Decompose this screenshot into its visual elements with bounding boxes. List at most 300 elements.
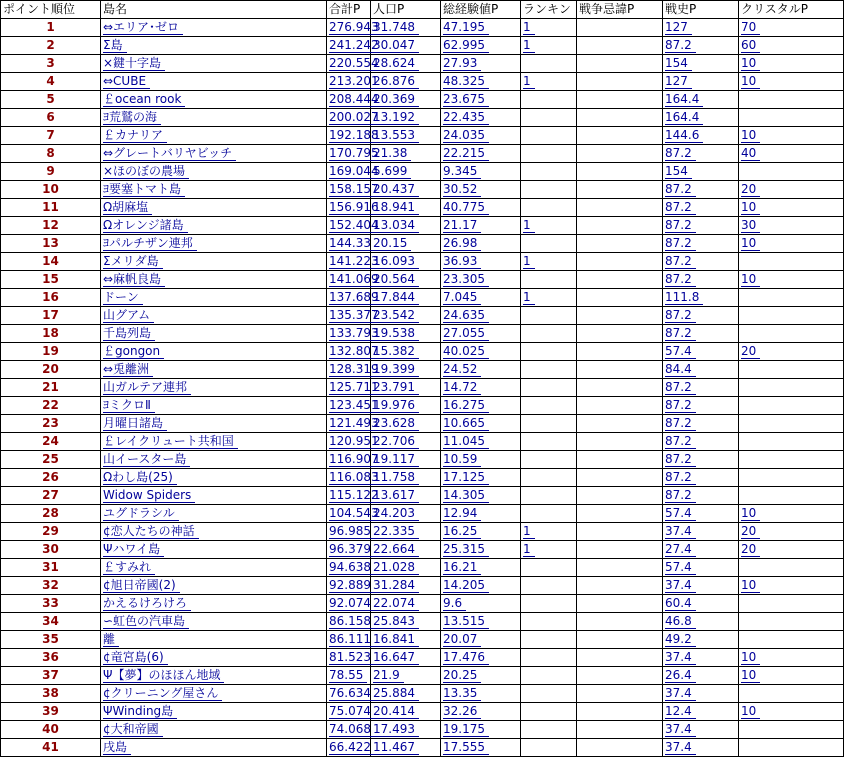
cell-island-name[interactable] [101,523,327,541]
cell-population[interactable] [371,577,441,595]
cell-link[interactable]: 154 [665,56,692,71]
cell-total[interactable] [327,181,379,199]
cell-link[interactable]: 121.493 [329,416,383,431]
cell-experience[interactable] [441,559,521,577]
cell-link[interactable]: 87.2 [665,326,696,341]
cell-war-history[interactable] [663,505,739,523]
cell-experience[interactable] [441,235,521,253]
cell-link[interactable]: 158.157 [329,182,383,197]
cell-link[interactable]: 山グアム [103,308,154,323]
cell-link[interactable]: 81.523 [329,650,375,665]
cell-link[interactable]: 87.2 [665,218,696,233]
cell-link[interactable]: Σ島 [103,38,127,53]
cell-ranking[interactable] [521,73,577,91]
cell-war-history[interactable] [663,91,739,109]
cell-link[interactable]: 127 [665,74,692,89]
cell-island-name[interactable] [101,91,327,109]
cell-population[interactable] [371,739,441,757]
cell-link[interactable]: 26.876 [373,74,419,89]
cell-link[interactable]: 87.2 [665,380,696,395]
cell-war-history[interactable] [663,55,739,73]
cell-experience[interactable] [441,109,521,127]
cell-population[interactable] [371,415,441,433]
cell-total[interactable] [327,505,379,523]
cell-population[interactable] [371,667,441,685]
cell-island-name[interactable] [101,631,327,649]
cell-link[interactable]: 5.699 [373,164,411,179]
cell-link[interactable]: 128.319 [329,362,383,377]
cell-link[interactable]: Ωオレンジ諸島 [103,218,188,233]
cell-link[interactable]: 17.493 [373,722,419,737]
cell-war-history[interactable] [663,433,739,451]
cell-link[interactable]: 36.93 [443,254,481,269]
cell-link[interactable]: 32.26 [443,704,481,719]
cell-link[interactable]: 164.4 [665,110,703,125]
cell-ranking[interactable] [521,19,577,37]
cell-experience[interactable] [441,307,521,325]
cell-link[interactable]: 19.117 [373,452,419,467]
cell-link[interactable]: 31.284 [373,578,419,593]
cell-link[interactable]: 96.985 [329,524,375,539]
cell-war-history[interactable] [663,379,739,397]
cell-link[interactable]: 11.758 [373,470,419,485]
cell-population[interactable] [371,397,441,415]
cell-link[interactable]: 23.628 [373,416,419,431]
cell-link[interactable]: 10 [741,650,760,665]
cell-island-name[interactable] [101,739,327,757]
cell-war-history[interactable] [663,523,739,541]
cell-link[interactable]: Widow Spiders [103,488,195,503]
cell-experience[interactable] [441,703,521,721]
cell-total[interactable] [327,235,371,253]
cell-link[interactable]: 14.205 [443,578,489,593]
cell-war-history[interactable] [663,325,739,343]
cell-link[interactable]: 16.647 [373,650,419,665]
cell-link[interactable]: 154 [665,164,692,179]
cell-war-history[interactable] [663,217,739,235]
cell-experience[interactable] [441,667,521,685]
cell-total[interactable] [327,91,379,109]
cell-link[interactable]: 213.201 [329,74,383,89]
cell-island-name[interactable] [101,73,327,91]
cell-war-history[interactable] [663,577,739,595]
cell-experience[interactable] [441,37,521,55]
cell-link[interactable]: 28.624 [373,56,419,71]
cell-link[interactable]: 87.2 [665,38,696,53]
cell-link[interactable]: ⇔麻帆良島 [103,272,165,287]
cell-population[interactable] [371,541,441,559]
cell-link[interactable]: 24.203 [373,506,419,521]
cell-link[interactable]: 27.055 [443,326,489,341]
cell-island-name[interactable] [101,559,327,577]
cell-link[interactable]: 13.553 [373,128,419,143]
cell-link[interactable]: 22.706 [373,434,419,449]
cell-ranking[interactable] [521,217,577,235]
cell-population[interactable] [371,487,441,505]
cell-link[interactable]: 10 [741,704,760,719]
cell-crystal[interactable] [739,55,844,73]
cell-link[interactable]: 17.125 [443,470,489,485]
cell-experience[interactable] [441,577,521,595]
cell-war-history[interactable] [663,289,739,307]
cell-link[interactable]: 127 [665,20,692,35]
cell-war-history[interactable] [663,613,739,631]
cell-link[interactable]: 9.6 [443,596,466,611]
cell-experience[interactable] [441,217,521,235]
cell-link[interactable]: 87.2 [665,308,696,323]
cell-link[interactable]: 千島列島 [103,326,155,341]
cell-war-history[interactable] [663,595,739,613]
cell-total[interactable] [327,739,371,757]
cell-link[interactable]: 37.4 [665,722,696,737]
cell-link[interactable]: 9.345 [443,164,481,179]
cell-experience[interactable] [441,325,521,343]
cell-war-history[interactable] [663,397,739,415]
cell-link[interactable]: 23.542 [373,308,419,323]
cell-total[interactable] [327,55,379,73]
cell-link[interactable]: 30.047 [373,38,419,53]
cell-island-name[interactable] [101,127,327,145]
cell-link[interactable]: 87.2 [665,146,696,161]
cell-war-history[interactable] [663,343,739,361]
cell-link[interactable]: 26.4 [665,668,696,683]
cell-link[interactable]: 141.069 [329,272,383,287]
cell-link[interactable]: 170.795 [329,146,383,161]
cell-total[interactable] [327,721,371,739]
cell-war-history[interactable] [663,109,739,127]
cell-experience[interactable] [441,739,521,757]
cell-population[interactable] [371,433,441,451]
cell-link[interactable]: 18.941 [373,200,419,215]
cell-total[interactable] [327,487,379,505]
cell-crystal[interactable] [739,235,844,253]
cell-link[interactable]: 13.515 [443,614,489,629]
cell-link[interactable]: 78.55 [329,668,367,683]
cell-total[interactable] [327,523,371,541]
cell-ranking[interactable] [521,523,577,541]
cell-link[interactable]: 144.33 [329,236,375,251]
cell-link[interactable]: 40.775 [443,200,489,215]
cell-island-name[interactable] [101,703,327,721]
cell-war-history[interactable] [663,469,739,487]
cell-link[interactable]: 24.635 [443,308,489,323]
cell-total[interactable] [327,649,371,667]
cell-link[interactable]: 23.791 [373,380,419,395]
cell-link[interactable]: 1 [523,74,535,89]
cell-island-name[interactable] [101,487,327,505]
cell-crystal[interactable] [739,181,844,199]
cell-experience[interactable] [441,91,521,109]
cell-link[interactable]: Σメリダ島 [103,254,163,269]
cell-war-history[interactable] [663,127,739,145]
cell-war-history[interactable] [663,559,739,577]
cell-link[interactable]: 125.711 [329,380,383,395]
cell-total[interactable] [327,37,379,55]
cell-total[interactable] [327,631,371,649]
cell-link[interactable]: 62.995 [443,38,489,53]
cell-link[interactable]: 57.4 [665,560,696,575]
cell-link[interactable]: 10 [741,668,760,683]
cell-link[interactable]: 20.07 [443,632,481,647]
cell-link[interactable]: ⇔グレートバリヤビッチ [103,146,236,161]
cell-link[interactable]: 40.025 [443,344,489,359]
cell-population[interactable] [371,325,441,343]
cell-link[interactable]: 87.2 [665,236,696,251]
cell-link[interactable]: ¢旭日帝國(2) [103,578,180,593]
cell-link[interactable]: 70 [741,20,760,35]
cell-link[interactable]: 1 [523,290,535,305]
cell-population[interactable] [371,307,441,325]
cell-war-history[interactable] [663,235,739,253]
cell-link[interactable]: 46.8 [665,614,696,629]
cell-link[interactable]: 133.793 [329,326,383,341]
cell-total[interactable] [327,685,371,703]
cell-link[interactable]: ￡ocean rook [103,92,185,107]
cell-link[interactable]: ﾖパルチザン連邦 [103,236,197,251]
cell-population[interactable] [371,361,441,379]
cell-link[interactable]: 37.4 [665,578,696,593]
cell-island-name[interactable] [101,37,327,55]
cell-crystal[interactable] [739,271,844,289]
cell-link[interactable]: 141.223 [329,254,383,269]
cell-link[interactable]: 76.634 [329,686,375,701]
cell-ranking[interactable] [521,253,577,271]
cell-population[interactable] [371,253,441,271]
cell-link[interactable]: 30.52 [443,182,481,197]
cell-link[interactable]: 22.664 [373,542,419,557]
cell-total[interactable] [327,163,379,181]
cell-total[interactable] [327,325,379,343]
cell-total[interactable] [327,667,371,685]
cell-link[interactable]: 37.4 [665,740,696,755]
cell-population[interactable] [371,703,441,721]
cell-link[interactable]: 104.543 [329,506,383,521]
cell-island-name[interactable] [101,667,327,685]
cell-link[interactable]: 96.379 [329,542,375,557]
cell-experience[interactable] [441,451,521,469]
cell-link[interactable]: 87.2 [665,488,696,503]
cell-experience[interactable] [441,253,521,271]
cell-population[interactable] [371,631,441,649]
cell-experience[interactable] [441,379,521,397]
cell-link[interactable]: 74.068 [329,722,375,737]
cell-link[interactable]: 24.035 [443,128,489,143]
cell-population[interactable] [371,613,441,631]
cell-island-name[interactable] [101,19,327,37]
cell-link[interactable]: 1 [523,38,535,53]
cell-link[interactable]: ﾖミクロⅡ [103,398,155,413]
cell-island-name[interactable] [101,235,327,253]
cell-war-history[interactable] [663,163,739,181]
cell-war-history[interactable] [663,487,739,505]
cell-link[interactable]: ￡すみれ [103,560,155,575]
cell-link[interactable]: 123.451 [329,398,383,413]
cell-link[interactable]: 19.976 [373,398,419,413]
cell-link[interactable]: 21.028 [373,560,419,575]
cell-island-name[interactable] [101,433,327,451]
cell-crystal[interactable] [739,145,844,163]
cell-experience[interactable] [441,541,521,559]
cell-link[interactable]: 87.2 [665,470,696,485]
cell-population[interactable] [371,235,441,253]
cell-crystal[interactable] [739,19,844,37]
cell-link[interactable]: Ω胡麻塩 [103,200,152,215]
cell-link[interactable]: 19.175 [443,722,489,737]
cell-link[interactable]: 57.4 [665,344,696,359]
cell-link[interactable]: 16.275 [443,398,489,413]
cell-total[interactable] [327,307,379,325]
cell-link[interactable]: 20 [741,344,760,359]
cell-link[interactable]: 75.074 [329,704,375,719]
cell-link[interactable]: 22.335 [373,524,419,539]
cell-war-history[interactable] [663,703,739,721]
cell-population[interactable] [371,55,441,73]
cell-ranking[interactable] [521,37,577,55]
cell-link[interactable]: 22.074 [373,596,419,611]
cell-link[interactable]: 57.4 [665,506,696,521]
cell-link[interactable]: 離 [103,632,119,647]
cell-link[interactable]: 20 [741,524,760,539]
cell-population[interactable] [371,109,441,127]
cell-link[interactable]: 13.617 [373,488,419,503]
cell-link[interactable]: 月曜日諸島 [103,416,167,431]
cell-link[interactable]: 115.122 [329,488,383,503]
cell-link[interactable]: 25.884 [373,686,419,701]
cell-link[interactable]: 60 [741,38,760,53]
cell-population[interactable] [371,649,441,667]
cell-war-history[interactable] [663,721,739,739]
cell-population[interactable] [371,127,441,145]
cell-crystal[interactable] [739,127,844,145]
cell-link[interactable]: 23.305 [443,272,489,287]
cell-link[interactable]: 276.943 [329,20,383,35]
cell-experience[interactable] [441,199,521,217]
cell-link[interactable]: 21.17 [443,218,481,233]
cell-link[interactable]: 37.4 [665,686,696,701]
cell-population[interactable] [371,181,441,199]
cell-island-name[interactable] [101,721,327,739]
cell-population[interactable] [371,595,441,613]
cell-link[interactable]: 16.093 [373,254,419,269]
cell-link[interactable]: 156.916 [329,200,383,215]
cell-experience[interactable] [441,289,521,307]
cell-experience[interactable] [441,343,521,361]
cell-link[interactable]: 87.2 [665,416,696,431]
cell-link[interactable]: 169.044 [329,164,383,179]
cell-link[interactable]: 10 [741,506,760,521]
cell-war-history[interactable] [663,739,739,757]
cell-link[interactable]: 116.083 [329,470,383,485]
cell-experience[interactable] [441,415,521,433]
cell-total[interactable] [327,361,379,379]
cell-total[interactable] [327,19,379,37]
cell-population[interactable] [371,343,441,361]
cell-crystal[interactable] [739,577,844,595]
cell-link[interactable]: ⇔エリア･ゼロ [103,20,183,35]
cell-link[interactable]: ￡gongon [103,344,164,359]
cell-link[interactable]: かえるけろけろ [103,596,191,611]
cell-link[interactable]: 37.4 [665,524,696,539]
cell-population[interactable] [371,289,441,307]
cell-link[interactable]: ΨWinding島 [103,704,177,719]
cell-island-name[interactable] [101,199,327,217]
cell-island-name[interactable] [101,253,327,271]
cell-war-history[interactable] [663,649,739,667]
cell-population[interactable] [371,73,441,91]
cell-total[interactable] [327,253,379,271]
cell-link[interactable]: 116.907 [329,452,383,467]
cell-link[interactable]: ¢竜宮島(6) [103,650,168,665]
cell-link[interactable]: 1 [523,218,535,233]
cell-total[interactable] [327,577,371,595]
cell-link[interactable]: ⇔CUBE [103,74,150,89]
cell-experience[interactable] [441,505,521,523]
cell-link[interactable]: ￡カナリア [103,128,167,143]
cell-island-name[interactable] [101,469,327,487]
cell-link[interactable]: 1 [523,542,535,557]
cell-link[interactable]: 17.844 [373,290,419,305]
cell-link[interactable]: 13.192 [373,110,419,125]
cell-link[interactable]: 164.4 [665,92,703,107]
cell-link[interactable]: 17.476 [443,650,489,665]
cell-link[interactable]: ﾖ荒鷲の海 [103,110,161,125]
cell-link[interactable]: 12.4 [665,704,696,719]
cell-link[interactable]: 87.2 [665,434,696,449]
cell-link[interactable]: 135.377 [329,308,383,323]
cell-link[interactable]: 208.444 [329,92,383,107]
cell-island-name[interactable] [101,649,327,667]
cell-population[interactable] [371,217,441,235]
cell-total[interactable] [327,397,379,415]
cell-experience[interactable] [441,595,521,613]
cell-link[interactable]: 87.2 [665,182,696,197]
cell-link[interactable]: 15.382 [373,344,419,359]
cell-total[interactable] [327,703,371,721]
cell-link[interactable]: 14.72 [443,380,481,395]
cell-link[interactable]: 31.748 [373,20,419,35]
cell-link[interactable]: Ψハワイ島 [103,542,164,557]
cell-crystal[interactable] [739,523,844,541]
cell-total[interactable] [327,271,379,289]
cell-link[interactable]: 87.2 [665,452,696,467]
cell-link[interactable]: 17.555 [443,740,489,755]
cell-link[interactable]: 11.045 [443,434,489,449]
cell-total[interactable] [327,73,379,91]
cell-island-name[interactable] [101,577,327,595]
cell-experience[interactable] [441,631,521,649]
cell-island-name[interactable] [101,307,327,325]
cell-island-name[interactable] [101,613,327,631]
cell-link[interactable]: 22.215 [443,146,489,161]
cell-population[interactable] [371,505,441,523]
cell-link[interactable]: 86.158 [329,614,375,629]
cell-population[interactable] [371,163,441,181]
cell-experience[interactable] [441,433,521,451]
cell-link[interactable]: 14.305 [443,488,489,503]
cell-island-name[interactable] [101,415,327,433]
cell-link[interactable]: 23.675 [443,92,489,107]
cell-war-history[interactable] [663,631,739,649]
cell-experience[interactable] [441,649,521,667]
cell-link[interactable]: 16.841 [373,632,419,647]
cell-island-name[interactable] [101,343,327,361]
cell-island-name[interactable] [101,181,327,199]
cell-link[interactable]: 30 [741,218,760,233]
cell-population[interactable] [371,199,441,217]
cell-population[interactable] [371,559,441,577]
cell-link[interactable]: ¢大和帝國 [103,722,163,737]
cell-link[interactable]: 86.111 [329,632,375,647]
